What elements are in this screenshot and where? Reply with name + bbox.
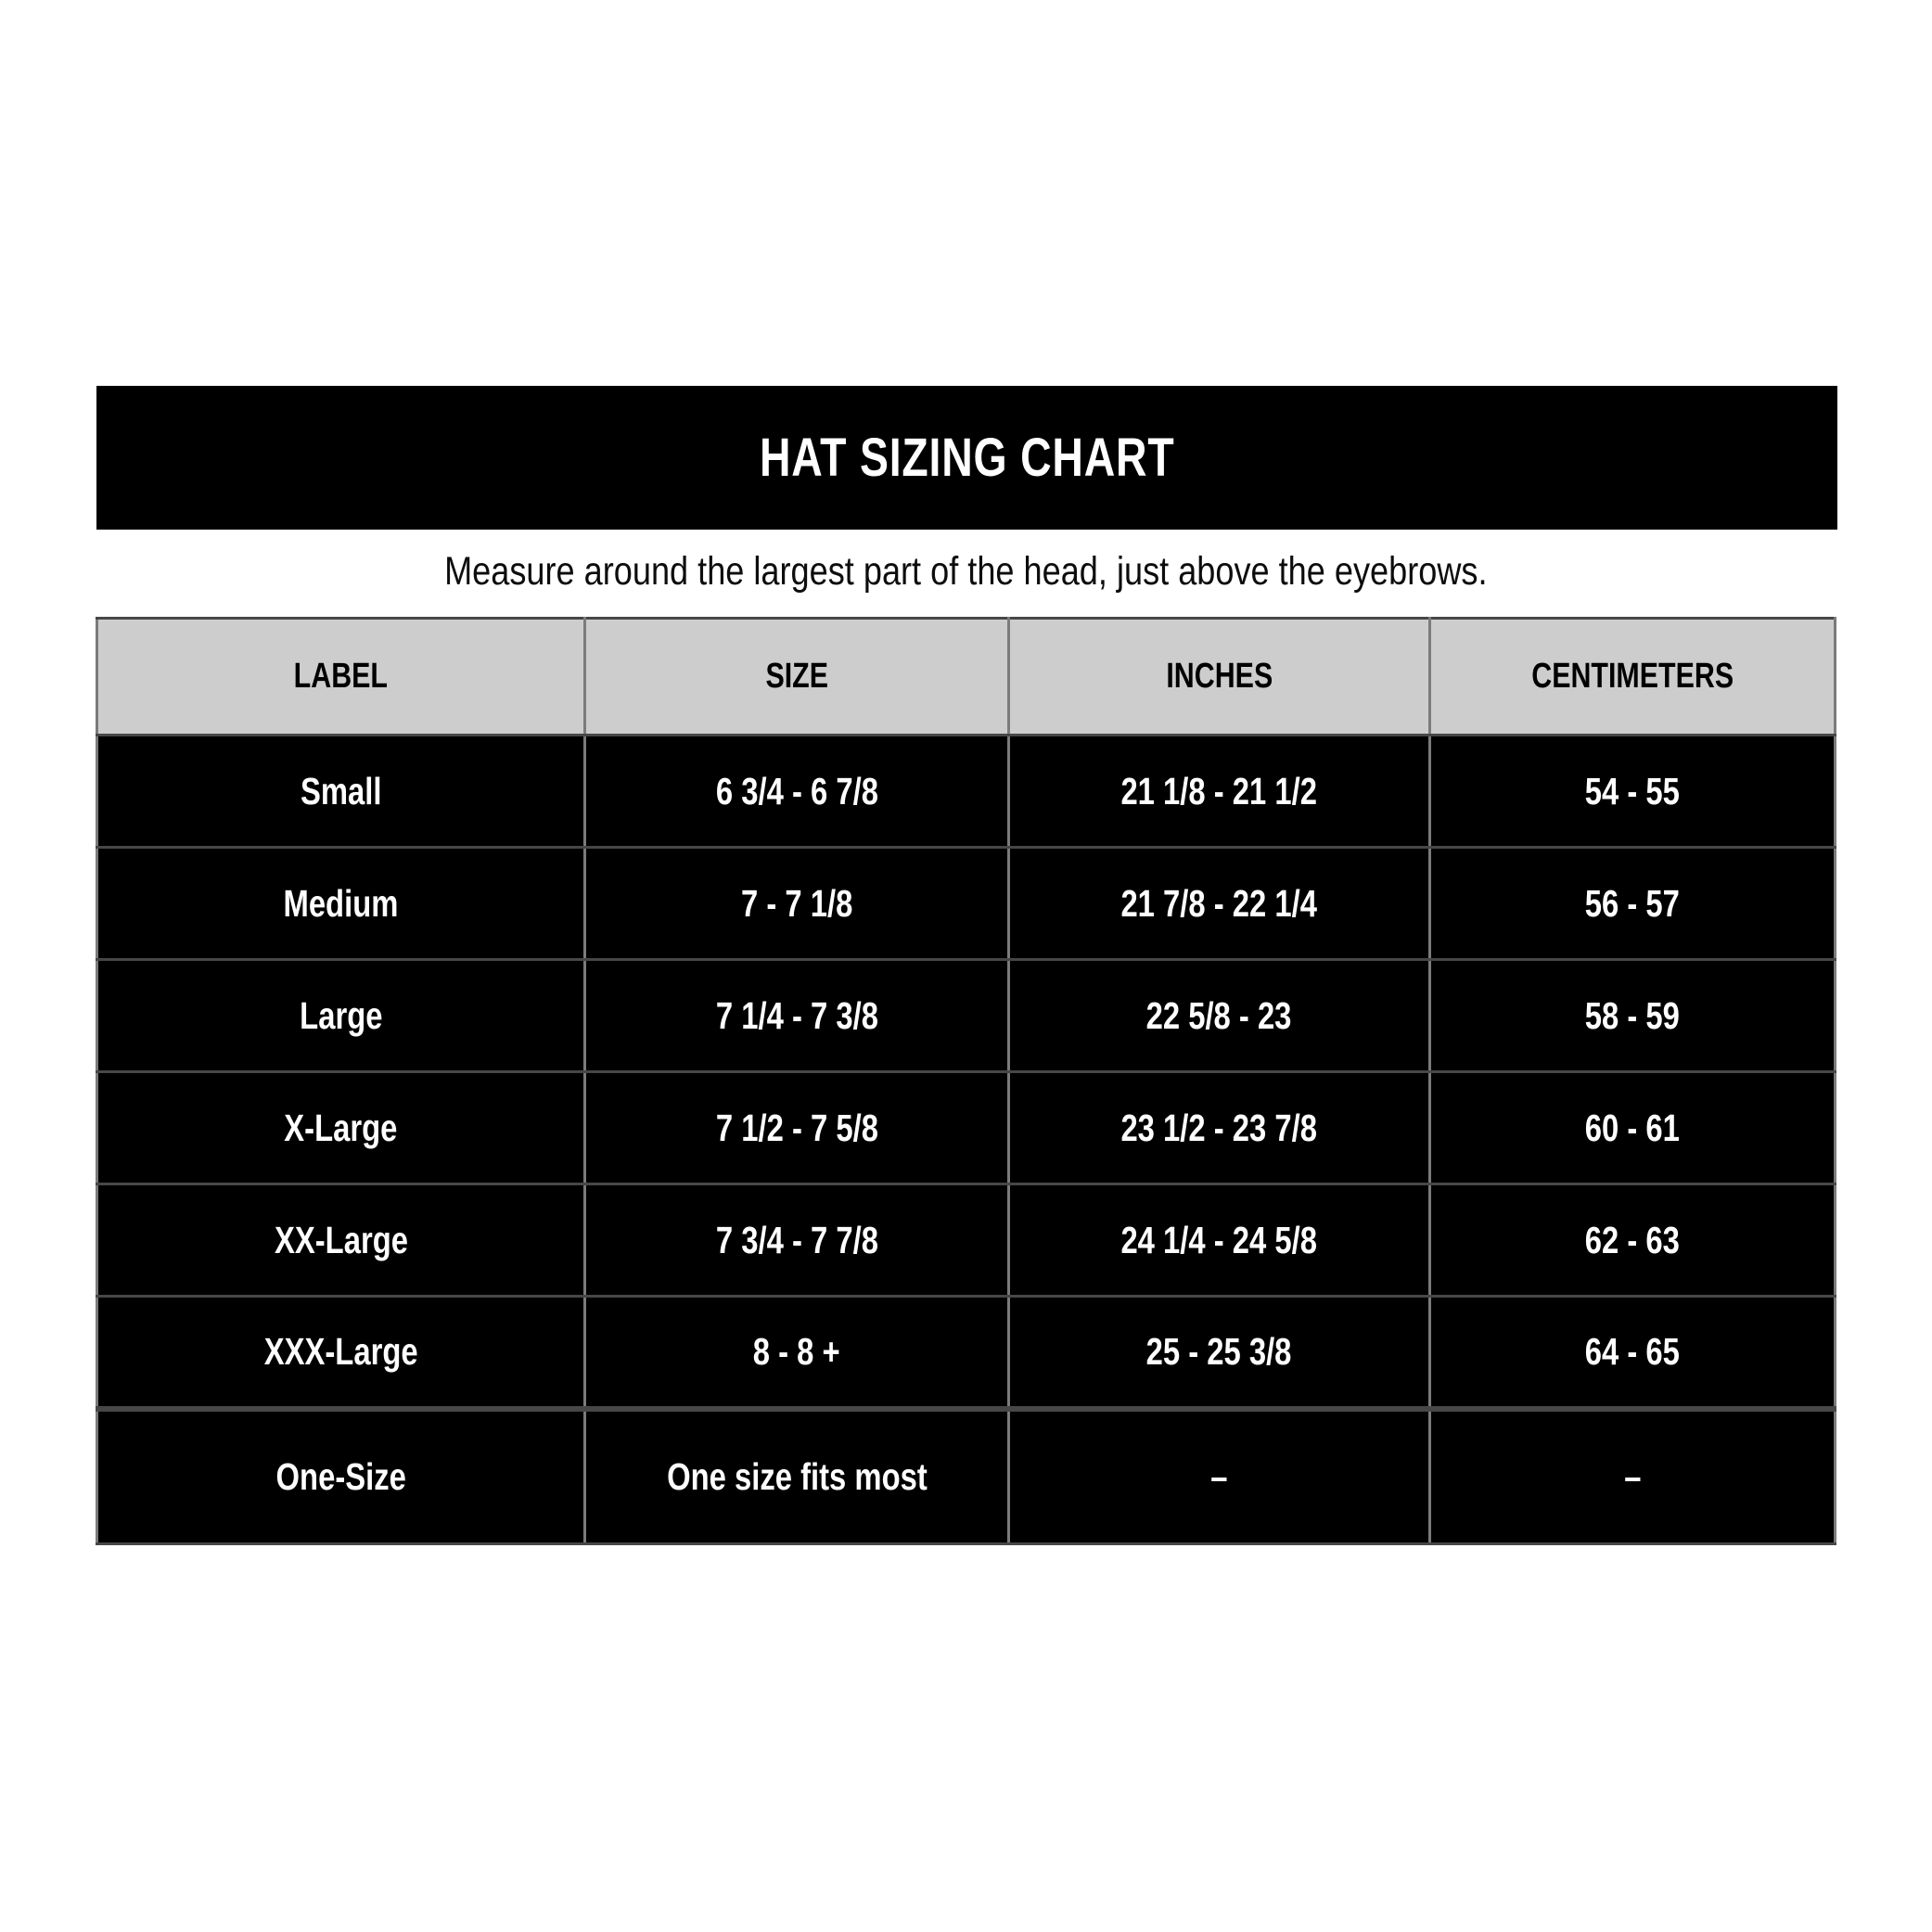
- cell-centimeters-text: 64 - 65: [1584, 1329, 1681, 1373]
- column-header-label-text: LABEL: [293, 657, 389, 696]
- cell-centimeters: [1430, 736, 1836, 848]
- table-header-row: [97, 619, 1836, 736]
- column-header-centimeters-text: CENTIMETERS: [1531, 657, 1734, 696]
- cell-inches: [1009, 1184, 1430, 1297]
- table-row-x-large: [97, 1072, 1836, 1184]
- cell-inches: [1009, 1072, 1430, 1184]
- cell-size: [585, 1409, 1009, 1544]
- cell-label-text: Medium: [283, 881, 399, 925]
- cell-label-text: X-Large: [284, 1106, 398, 1149]
- measure-instruction: [0, 549, 1932, 595]
- cell-centimeters-text: 58 - 59: [1584, 993, 1681, 1037]
- cell-label: [97, 1409, 585, 1544]
- cell-inches: [1009, 1297, 1430, 1409]
- column-header-inches: [1009, 619, 1430, 736]
- cell-inches-text: 22 5/8 - 23: [1146, 993, 1292, 1037]
- cell-label: [97, 848, 585, 960]
- table-row-small: [97, 736, 1836, 848]
- cell-size: [585, 848, 1009, 960]
- cell-size-text: 7 - 7 1/8: [740, 881, 853, 925]
- cell-size: [585, 736, 1009, 848]
- table-row-medium: [97, 848, 1836, 960]
- cell-inches-text: 25 - 25 3/8: [1146, 1329, 1292, 1373]
- cell-label: [97, 1297, 585, 1409]
- table-row-xx-large: [97, 1184, 1836, 1297]
- cell-label: [97, 960, 585, 1072]
- cell-centimeters: [1430, 960, 1836, 1072]
- cell-inches: [1009, 848, 1430, 960]
- cell-centimeters-text: 56 - 57: [1584, 881, 1681, 925]
- cell-size: [585, 1297, 1009, 1409]
- cell-centimeters: [1430, 848, 1836, 960]
- cell-centimeters-text: 60 - 61: [1584, 1106, 1681, 1149]
- cell-inches: [1009, 960, 1430, 1072]
- cell-size-text: 7 3/4 - 7 7/8: [715, 1218, 878, 1261]
- cell-size: [585, 1184, 1009, 1297]
- cell-centimeters-text: –: [1623, 1454, 1642, 1498]
- cell-centimeters: [1430, 1072, 1836, 1184]
- column-header-size-text: SIZE: [765, 657, 828, 696]
- cell-centimeters: [1430, 1297, 1836, 1409]
- cell-inches-text: 23 1/2 - 23 7/8: [1120, 1106, 1318, 1149]
- title-banner: [96, 386, 1837, 530]
- page-title: HAT SIZING CHART: [759, 428, 1175, 488]
- cell-inches-text: 21 7/8 - 22 1/4: [1120, 881, 1318, 925]
- cell-size-text: 7 1/4 - 7 3/8: [715, 993, 878, 1037]
- cell-label-text: Small: [300, 769, 382, 812]
- cell-size-text: One size fits most: [666, 1454, 928, 1498]
- cell-label: [97, 736, 585, 848]
- cell-size: [585, 960, 1009, 1072]
- cell-size-text: 6 3/4 - 6 7/8: [715, 769, 878, 812]
- cell-inches-text: –: [1210, 1454, 1228, 1498]
- cell-centimeters-text: 62 - 63: [1584, 1218, 1681, 1261]
- cell-label: [97, 1072, 585, 1184]
- column-header-label: [97, 619, 585, 736]
- cell-label-text: One-Size: [275, 1454, 406, 1498]
- cell-centimeters: [1430, 1184, 1836, 1297]
- cell-size: [585, 1072, 1009, 1184]
- cell-inches-text: 24 1/4 - 24 5/8: [1120, 1218, 1318, 1261]
- table-row-one-size: [97, 1409, 1836, 1544]
- cell-size-text: 7 1/2 - 7 5/8: [715, 1106, 878, 1149]
- sizing-table: [96, 617, 1836, 1545]
- cell-centimeters: [1430, 1409, 1836, 1544]
- column-header-size: [585, 619, 1009, 736]
- table-row-xxx-large: [97, 1297, 1836, 1409]
- cell-label-text: XX-Large: [274, 1218, 408, 1261]
- table-row-large: [97, 960, 1836, 1072]
- column-header-inches-text: INCHES: [1166, 657, 1273, 696]
- cell-inches-text: 21 1/8 - 21 1/2: [1120, 769, 1318, 812]
- measure-instruction-text: Measure around the largest part of the head, just above the eyebrows.: [444, 549, 1488, 594]
- cell-centimeters-text: 54 - 55: [1584, 769, 1681, 812]
- cell-size-text: 8 - 8 +: [753, 1329, 840, 1373]
- cell-inches: [1009, 736, 1430, 848]
- cell-inches: [1009, 1409, 1430, 1544]
- cell-label-text: XXX-Large: [263, 1329, 418, 1373]
- column-header-centimeters: [1430, 619, 1836, 736]
- cell-label-text: Large: [299, 993, 383, 1037]
- cell-label: [97, 1184, 585, 1297]
